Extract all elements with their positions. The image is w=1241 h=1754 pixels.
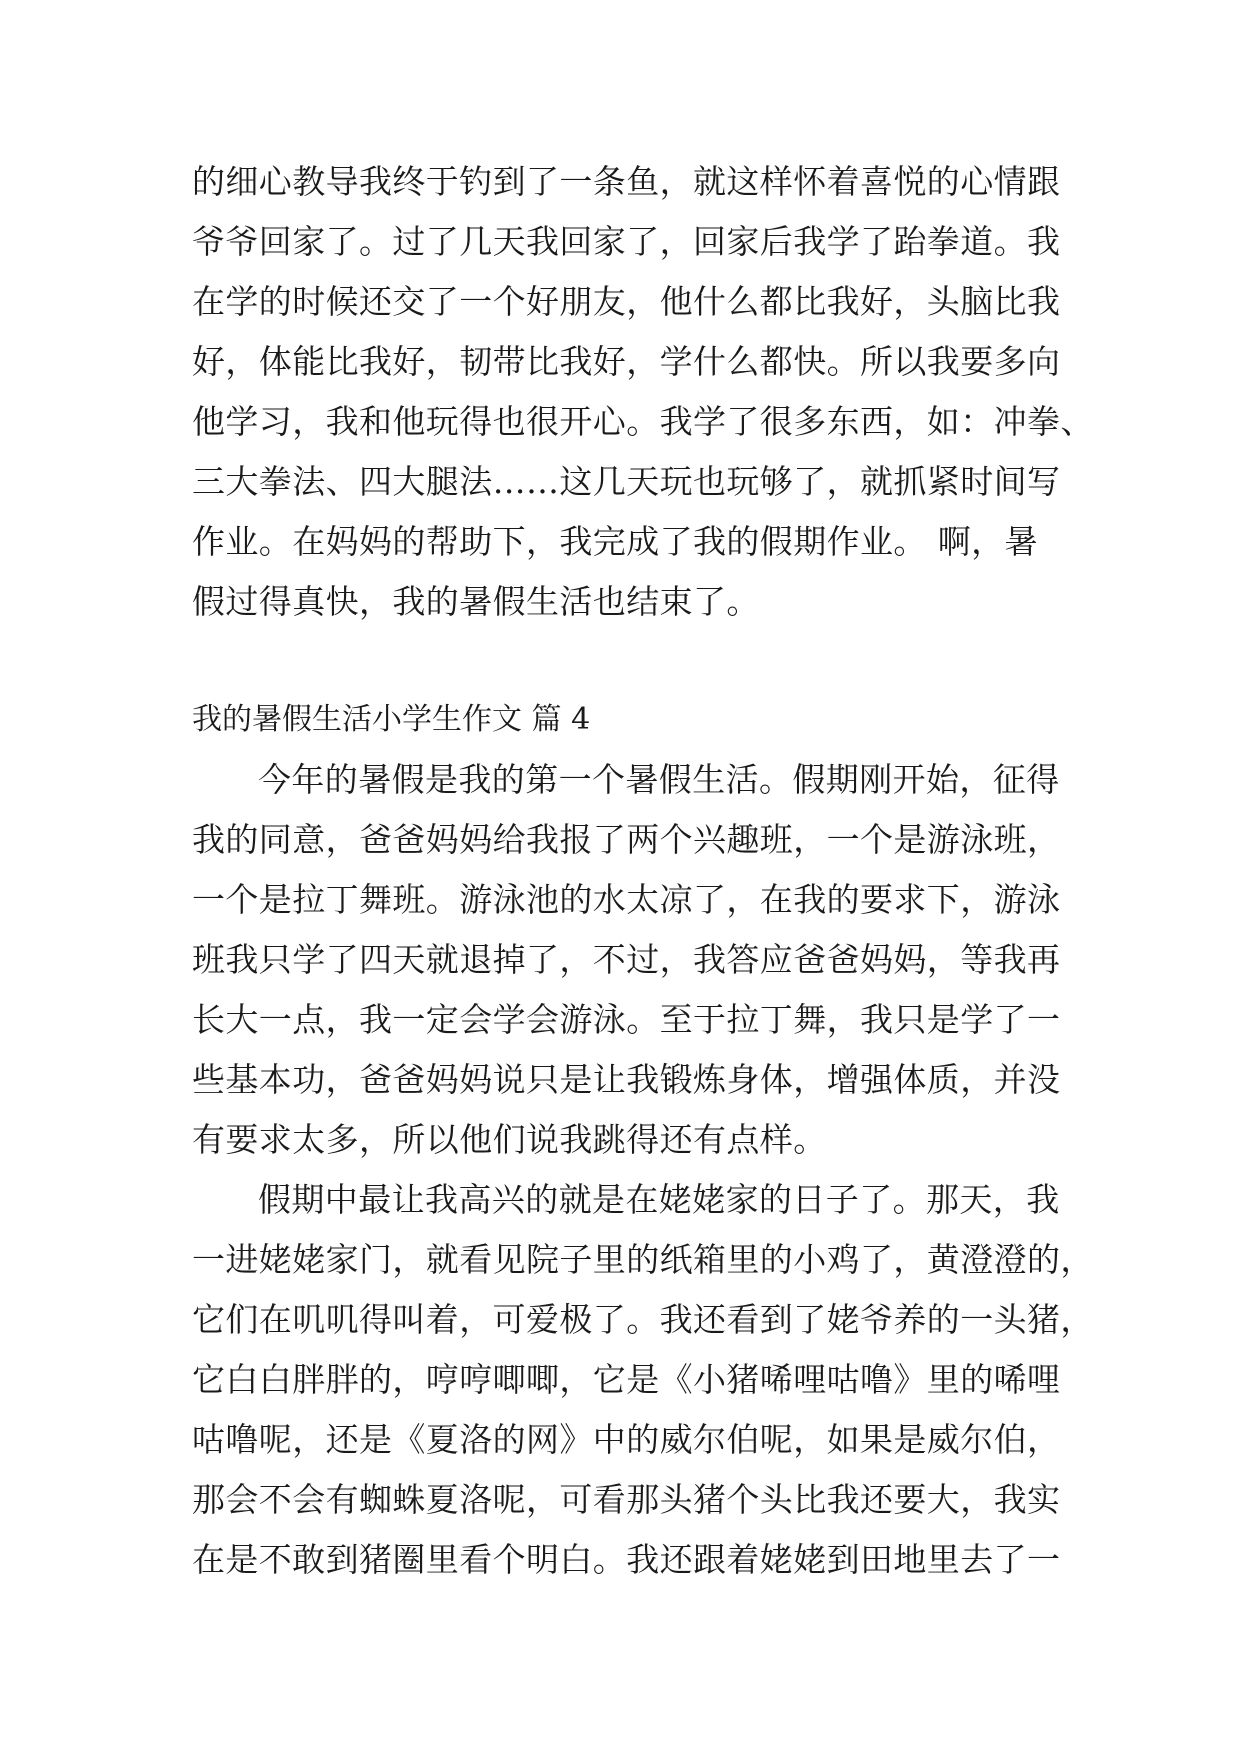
text-line: 他学习，我和他玩得也很开心。我学了很多东西，如：冲拳、 <box>192 402 1094 441</box>
text-line: 今年的暑假是我的第一个暑假生活。假期刚开始，征得 <box>258 760 1060 799</box>
text-line: 那会不会有蜘蛛夏洛呢，可看那头猪个头比我还要大，我实 <box>192 1480 1061 1519</box>
paragraph-1 <box>192 756 1061 1176</box>
text-line: 我的同意，爸爸妈妈给我报了两个兴趣班，一个是游泳班， <box>192 820 1061 859</box>
paragraph-2 <box>192 1176 1094 1596</box>
text-line: 一进姥姥家门，就看见院子里的纸箱里的小鸡了，黄澄澄的， <box>192 1240 1094 1279</box>
section-heading: 我的暑假生活小学生作文 篇 4 <box>192 702 591 737</box>
text-line: 爷爷回家了。过了几天我回家了，回家后我学了跆拳道。我 <box>192 222 1061 261</box>
text-line: 一个是拉丁舞班。游泳池的水太凉了，在我的要求下，游泳 <box>192 880 1061 919</box>
text-line: 三大拳法、四大腿法……这几天玩也玩够了，就抓紧时间写 <box>192 462 1061 501</box>
text-line: 作业。在妈妈的帮助下，我完成了我的假期作业。 啊，暑 <box>192 522 1038 561</box>
text-line: 假期中最让我高兴的就是在姥姥家的日子了。那天，我 <box>258 1180 1060 1219</box>
text-line: 好，体能比我好，韧带比我好，学什么都快。所以我要多向 <box>192 342 1061 381</box>
text-line: 它们在叽叽得叫着，可爱极了。我还看到了姥爷养的一头猪， <box>192 1300 1094 1339</box>
text-line: 有要求太多，所以他们说我跳得还有点样。 <box>192 1120 827 1159</box>
text-line: 咕噜呢，还是《夏洛的网》中的威尔伯呢，如果是威尔伯， <box>192 1420 1061 1459</box>
text-line: 在学的时候还交了一个好朋友，他什么都比我好，头脑比我 <box>192 282 1061 321</box>
text-line: 的细心教导我终于钓到了一条鱼，就这样怀着喜悦的心情跟 <box>192 162 1061 201</box>
text-line: 它白白胖胖的，哼哼唧唧，它是《小猪唏哩咕噜》里的唏哩 <box>192 1360 1061 1399</box>
text-line: 假过得真快，我的暑假生活也结束了。 <box>192 582 760 621</box>
previous-section-text <box>192 158 1094 638</box>
section-gap <box>192 638 1052 696</box>
text-line: 班我只学了四天就退掉了，不过，我答应爸爸妈妈，等我再 <box>192 940 1061 979</box>
document-page <box>192 158 1094 1596</box>
text-line: 长大一点，我一定会学会游泳。至于拉丁舞，我只是学了一 <box>192 1000 1061 1039</box>
text-line: 在是不敢到猪圈里看个明白。我还跟着姥姥到田地里去了一 <box>192 1540 1061 1579</box>
text-line: 些基本功，爸爸妈妈说只是让我锻炼身体，增强体质，并没 <box>192 1060 1061 1099</box>
